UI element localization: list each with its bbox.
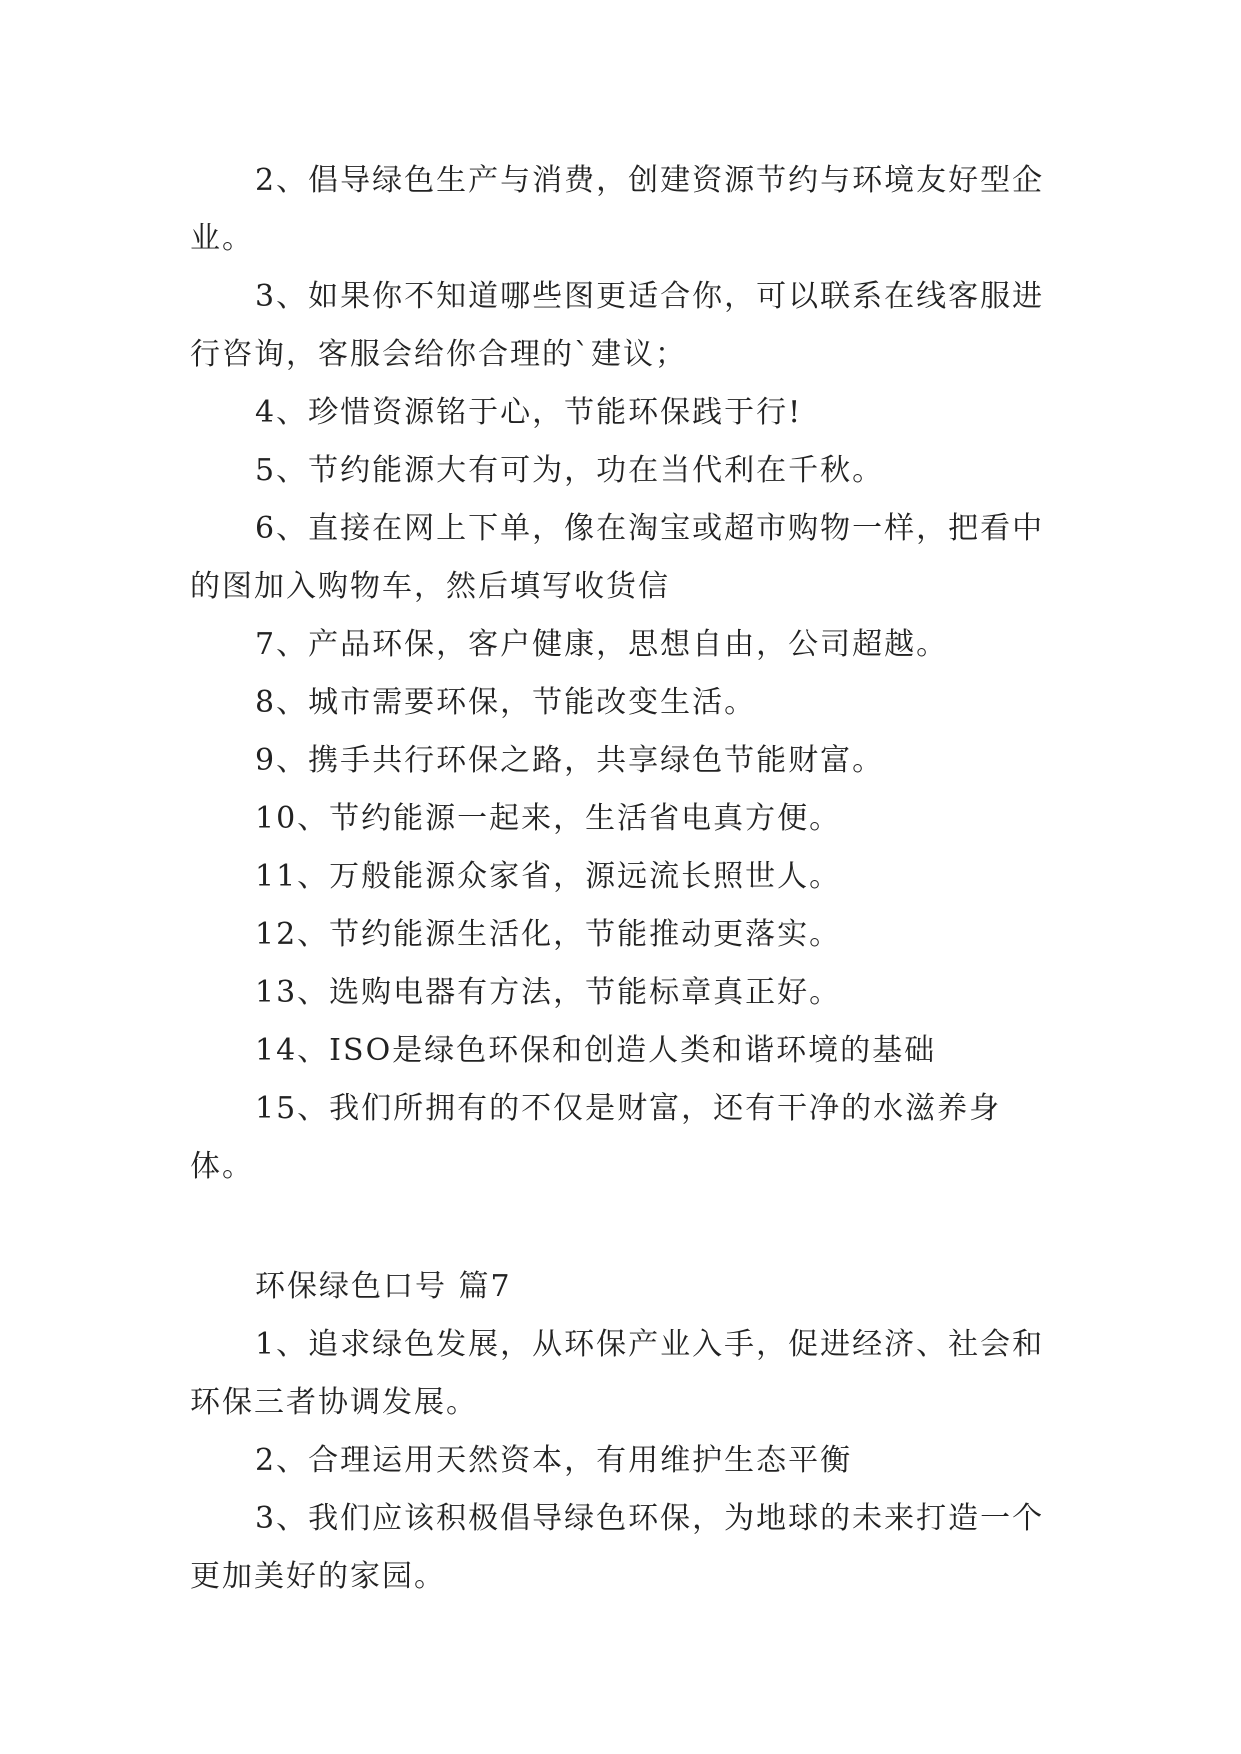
paragraph: 4、珍惜资源铭于心，节能环保践于行!	[255, 395, 803, 430]
paragraph: 12、节约能源生活化，节能推动更落实。	[255, 917, 842, 952]
paragraph: 2、倡导绿色生产与消费，创建资源节约与环境友好型企业。	[190, 163, 1045, 256]
paragraph: 7、产品环保，客户健康，思想自由，公司超越。	[255, 627, 949, 662]
paragraph: 1、追求绿色发展，从环保产业入手，促进经济、社会和环保三者协调发展。	[190, 1327, 1045, 1420]
paragraph: 3、如果你不知道哪些图更适合你，可以联系在线客服进行咨询，客服会给你合理的`建议；	[190, 279, 1045, 372]
paragraph: 3、我们应该积极倡导绿色环保，为地球的未来打造一个更加美好的家园。	[190, 1501, 1045, 1594]
paragraph: 2、合理运用天然资本，有用维护生态平衡	[255, 1443, 853, 1478]
paragraph: 10、节约能源一起来，生活省电真方便。	[255, 801, 842, 836]
document-page	[190, 152, 1060, 1606]
paragraph: 13、选购电器有方法，节能标章真正好。	[255, 975, 842, 1010]
paragraph: 15、我们所拥有的不仅是财富，还有干净的水滋养身体。	[190, 1091, 1002, 1184]
paragraph: 6、直接在网上下单，像在淘宝或超市购物一样，把看中的图加入购物车，然后填写收货信	[190, 511, 1045, 604]
paragraph: 11、万般能源众家省，源远流长照世人。	[255, 859, 842, 894]
paragraph: 8、城市需要环保，节能改变生活。	[255, 685, 757, 720]
paragraph: 14、ISO是绿色环保和创造人类和谐环境的基础	[255, 1033, 937, 1068]
paragraph: 5、节约能源大有可为，功在当代利在千秋。	[255, 453, 885, 488]
section-heading: 环保绿色口号 篇7	[255, 1269, 512, 1304]
paragraph: 9、携手共行环保之路，共享绿色节能财富。	[255, 743, 885, 778]
